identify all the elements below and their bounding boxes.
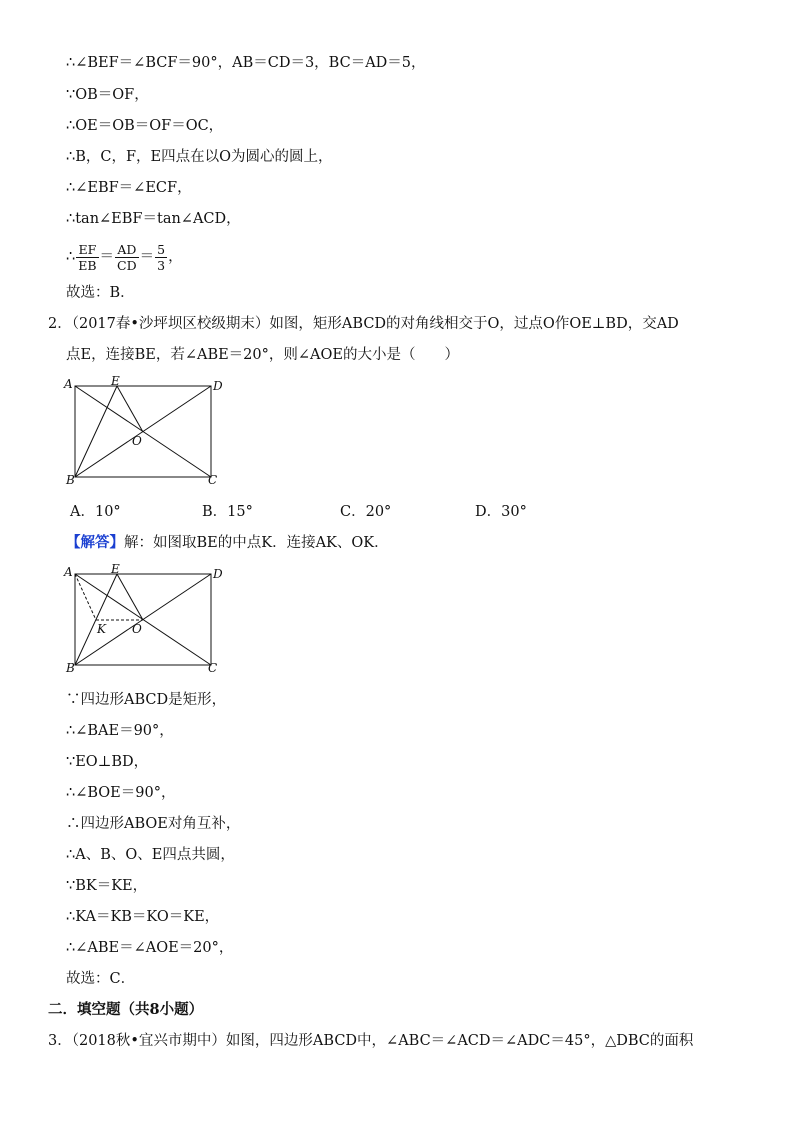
solution-2-figure (60, 560, 230, 675)
fraction-numerator: EF (76, 242, 98, 258)
label-d: D (213, 567, 223, 581)
label-o: O (132, 622, 142, 636)
option-b: B．15° (202, 504, 253, 520)
segment-eo (117, 574, 143, 620)
solution-step-8: ∴KA＝KB＝KO＝KE， (66, 909, 220, 925)
solution-line-3: ∴OE＝OB＝OF＝OC， (66, 118, 224, 134)
fraction-ad-cd (115, 242, 139, 273)
question-2-line-1: 2．（2017春•沙坪坝区校级期末）如图，矩形ABCD的对角线相交于O，过点O作OE⊥BD，交AD (48, 316, 679, 332)
fraction-denominator: CD (117, 257, 137, 273)
solution-step-1: ∵四边形ABCD是矩形， (66, 692, 227, 708)
solution-intro: 解：如图取BE的中点K．连接AK、OK． (124, 535, 389, 551)
label-e: E (111, 374, 120, 388)
segment-eo (117, 386, 143, 432)
solution-line-5: ∴∠EBF＝∠ECF， (66, 180, 192, 196)
option-c: C．20° (340, 504, 392, 520)
label-b: B (66, 661, 75, 675)
equation-prefix: ∴ (66, 249, 76, 265)
solution-step-7: ∵BK＝KE， (66, 878, 148, 894)
fraction-numerator: AD (115, 242, 139, 258)
label-d: D (213, 379, 223, 393)
solution-step-5: ∴四边形ABOE对角互补， (66, 816, 241, 832)
label-b: B (66, 473, 75, 487)
fraction-denominator: EB (78, 257, 97, 273)
solution-header (66, 533, 389, 553)
solution-line-6: ∴tan∠EBF＝tan∠ACD， (66, 211, 241, 227)
label-k: K (97, 622, 106, 636)
label-a: A (64, 565, 73, 579)
solution-step-3: ∵EO⊥BD， (66, 754, 149, 770)
question-2-figure (60, 372, 230, 487)
fraction-5-3 (155, 242, 167, 273)
question-3-line-1: 3．（2018秋•宜兴市期中）如图，四边形ABCD中，∠ABC＝∠ACD＝∠ADC＝45°，△DBC的面积 (48, 1033, 694, 1049)
label-c: C (208, 661, 218, 675)
fraction-numerator: 5 (157, 241, 166, 257)
answer-line-q2: 故选：C． (66, 971, 136, 987)
label-a: A (64, 377, 73, 391)
solution-line-2: ∵OB＝OF， (66, 87, 149, 103)
solution-tag: 【解答】 (66, 534, 124, 551)
option-a: A．10° (70, 504, 121, 520)
question-2-line-2: 点E，连接BE，若∠ABE＝20°，则∠AOE的大小是（ ） (66, 347, 459, 363)
equals-sign: ＝ (139, 249, 155, 265)
solution-step-4: ∴∠BOE＝90°， (66, 785, 176, 801)
fraction-ef-eb (76, 242, 98, 273)
label-o: O (132, 434, 142, 448)
label-c: C (208, 473, 218, 487)
label-e: E (111, 562, 120, 576)
equals-sign: ＝ (99, 249, 115, 265)
fraction-denominator: 3 (157, 257, 166, 273)
solution-line-1: ∴∠BEF＝∠BCF＝90°，AB＝CD＝3，BC＝AD＝5， (66, 55, 426, 71)
answer-line-q1: 故选：B． (66, 285, 135, 301)
solution-line-4: ∴B，C，F，E四点在以O为圆心的圆上， (66, 149, 333, 165)
solution-step-9: ∴∠ABE＝∠AOE＝20°， (66, 940, 234, 956)
equation-suffix: ， (168, 249, 183, 265)
solution-step-2: ∴∠BAE＝90°， (66, 723, 174, 739)
solution-step-6: ∴A、B、O、E四点共圆， (66, 847, 235, 863)
fraction-equation-line (66, 240, 183, 274)
section-heading-fill-in: 二．填空题（共8小题） (48, 1001, 204, 1018)
option-d: D．30° (475, 504, 527, 520)
